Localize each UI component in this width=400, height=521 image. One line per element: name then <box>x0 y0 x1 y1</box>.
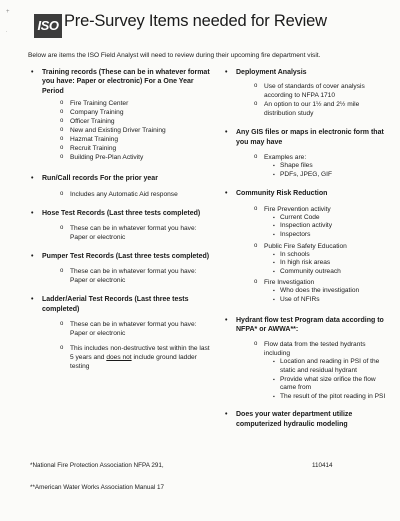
section-training: • Training records (These can be in whatever format you have: Paper or electronic) For a One Year Period <box>28 68 214 96</box>
deployment-list <box>222 82 386 118</box>
list-item: o These can be in whatever format you have: Paper or electronic <box>28 224 214 242</box>
bullet-item: ▪ Provide what size orifice the flow came from <box>222 376 386 393</box>
list-item: o Use of standards of cover analysis according to NFPA 1710 <box>222 82 386 100</box>
list-item: o These can be in whatever format you have: Paper or electronic <box>28 320 214 338</box>
list-item: o Company Training <box>28 108 214 117</box>
page-title: Pre-Survey Items needed for Review <box>64 12 327 30</box>
item-text: This includes non-destructive test within the last 5 years and <box>70 345 210 362</box>
section-runcall: • Run/Call records For the prior year <box>28 174 214 183</box>
list-item: o New and Existing Driver Training <box>28 126 214 135</box>
section-pumper: • Pumper Test Records (Last three tests completed) <box>28 252 214 261</box>
list-item: o Fire Training Center <box>28 99 214 108</box>
bullet-item: ▪ Location and reading in PSI of the static and residual hydrant <box>222 358 386 375</box>
list-item: o Public Fire Safety Education <box>222 242 386 251</box>
bullet-item: ▪ Use of NFIRs <box>222 296 386 305</box>
section-hydrant: • Hydrant flow test Program data according to NFPA* or AWWA**: <box>222 316 386 335</box>
bullet-item: ▪ In high risk areas <box>222 259 386 268</box>
list-item <box>28 344 214 371</box>
list-item: o Fire Prevention activity <box>222 205 386 214</box>
list-item: o Flow data from the tested hydrants including <box>222 340 386 358</box>
item-text: include ground ladder testing <box>70 354 197 371</box>
scan-mark: + <box>6 9 10 15</box>
scan-mark: . <box>6 28 8 34</box>
list-item: o Examples are: <box>222 153 386 162</box>
footnote-awwa: **American Water Works Association Manual 17 <box>30 484 165 491</box>
section-deployment: • Deployment Analysis <box>222 68 386 77</box>
bullet-item: ▪ Inspection activity <box>222 222 386 231</box>
section-risk-reduction: • Community Risk Reduction <box>222 189 386 198</box>
bullet-item: ▪ Inspectors <box>222 231 386 240</box>
list-item: o Includes any Automatic Aid response <box>28 190 214 199</box>
section-gis: • Any GIS files or maps in electronic form that you may have <box>222 128 386 147</box>
section-hose: • Hose Test Records (Last three tests completed) <box>28 209 214 218</box>
list-item: o An option to our 1½ and 2½ mile distribution study <box>222 100 386 118</box>
list-item: o Building Pre-Plan Activity <box>28 153 214 162</box>
bullet-item: ▪ Current Code <box>222 214 386 223</box>
section-hydraulic-modeling: • Does your water department utilize computerized hydraulic modeling <box>222 410 386 429</box>
bullet-item: ▪ PDFs, JPEG, GIF <box>222 171 386 180</box>
bullet-item: ▪ Shape files <box>222 162 386 171</box>
document-code: 110414 <box>312 462 333 469</box>
iso-logo: ISO <box>34 14 62 38</box>
section-ladder: • Ladder/Aerial Test Records (Last three tests completed) <box>28 295 214 314</box>
bullet-item: ▪ The result of the pitot reading in PSI <box>222 393 386 402</box>
list-item: o These can be in whatever format you have: Paper or electronic <box>28 267 214 285</box>
list-item: o Fire Investigation <box>222 278 386 287</box>
footnote-nfpa: *National Fire Protection Association NFPA 291, <box>30 462 164 469</box>
bullet-item: ▪ In schools <box>222 251 386 260</box>
training-list <box>28 99 214 162</box>
list-item: o Recruit Training <box>28 144 214 153</box>
intro-text: Below are items the ISO Field Analyst will need to review during their upcoming fire department visit. <box>28 52 321 59</box>
list-item: o Officer Training <box>28 117 214 126</box>
left-column <box>28 68 214 371</box>
bullet-item: ▪ Community outreach <box>222 268 386 277</box>
list-item: o Hazmat Training <box>28 135 214 144</box>
bullet-item: ▪ Who does the investigation <box>222 287 386 296</box>
emphasis-text: does not <box>106 354 132 362</box>
right-column <box>222 68 386 429</box>
